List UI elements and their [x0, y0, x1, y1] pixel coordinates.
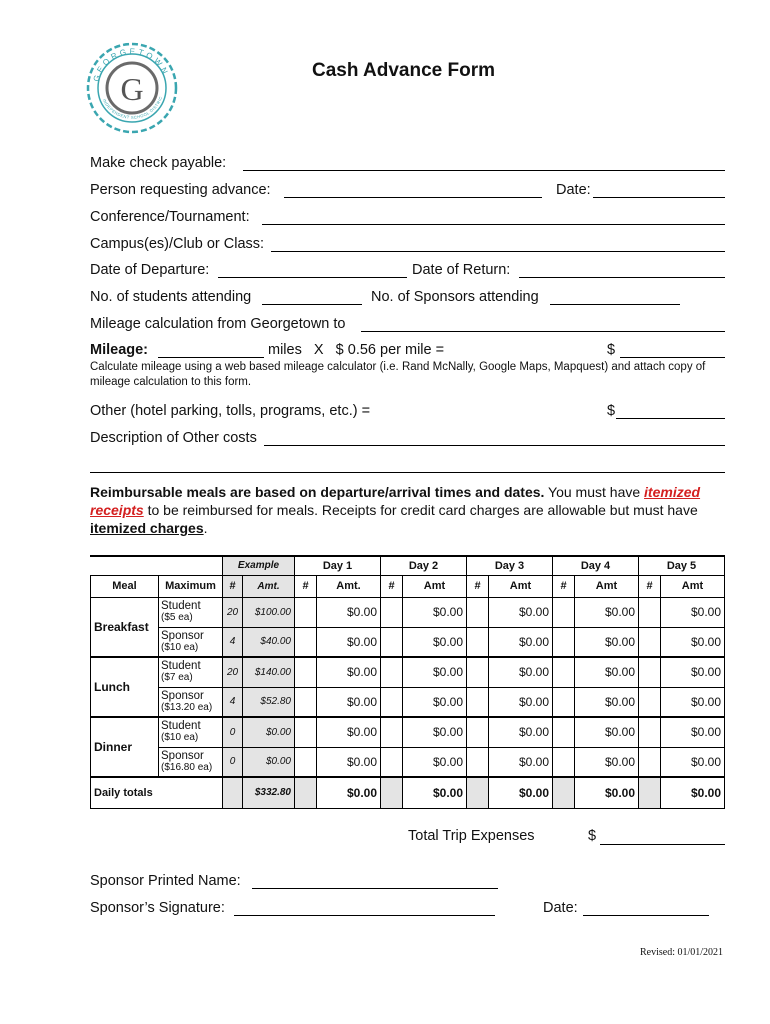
- day-total: $0.00: [317, 777, 381, 808]
- meal-type: Student: [161, 660, 201, 673]
- amt-col-header: Amt: [489, 575, 553, 597]
- campus-label: Campus(es)/Club or Class:: [90, 236, 265, 252]
- count-input[interactable]: [639, 687, 661, 717]
- date-field[interactable]: [593, 197, 725, 198]
- destination-field[interactable]: [361, 331, 725, 332]
- georgetown-logo: [84, 40, 180, 136]
- count-col-header: #: [467, 575, 489, 597]
- meal-max: ($10 ea): [161, 641, 199, 653]
- example-count: 4: [223, 687, 243, 717]
- table-row: [91, 687, 725, 717]
- students-label: No. of students attending: [90, 289, 252, 305]
- maximum-cell: [159, 627, 223, 657]
- total-trip-label: Total Trip Expenses: [408, 828, 535, 844]
- day-header: Day 3: [467, 556, 553, 575]
- total-trip-dollar: $: [588, 828, 597, 844]
- blank-header: [91, 556, 223, 575]
- payable-label: Make check payable:: [90, 155, 227, 171]
- example-total-count: [223, 777, 243, 808]
- amt-col-header: Amt: [661, 575, 725, 597]
- count-input[interactable]: [467, 657, 489, 687]
- date-label: Date:: [556, 182, 591, 198]
- meal-max: ($10 ea): [161, 732, 199, 744]
- amt-col-header: Amt.: [317, 575, 381, 597]
- total-count-cell: [295, 777, 317, 808]
- count-input[interactable]: [553, 687, 575, 717]
- count-input[interactable]: [295, 717, 317, 747]
- day-amount: $0.00: [489, 627, 553, 657]
- logo-ring-sub: INDEPENDENT SCHOOL DISTRIC: [101, 95, 164, 120]
- total-count-cell: [381, 777, 403, 808]
- table-row: [91, 657, 725, 687]
- person-label: Person requesting advance:: [90, 182, 271, 198]
- day-amount: $0.00: [317, 747, 381, 777]
- maximum-cell: [159, 747, 223, 777]
- departure-field[interactable]: [218, 277, 407, 278]
- count-input[interactable]: [295, 687, 317, 717]
- example-amount: $140.00: [243, 657, 295, 687]
- day-amount: $0.00: [317, 657, 381, 687]
- page-title: Cash Advance Form: [312, 60, 496, 81]
- mileage-note: Calculate mileage using a web based mileage calculator (i.e. Rand McNally, Google Maps, Mapquest) and attach copy of mileage calculation to this form.: [90, 361, 706, 388]
- day-amount: $0.00: [661, 747, 725, 777]
- meals-note-part2: to be reimbursed for meals. Receipts for credit card charges are allowable but must have: [143, 502, 698, 518]
- meal-name: Dinner: [91, 717, 159, 777]
- logo-letter: G: [120, 71, 144, 107]
- count-input[interactable]: [381, 717, 403, 747]
- day-amount: $0.00: [661, 627, 725, 657]
- example-amount: $52.80: [243, 687, 295, 717]
- person-field[interactable]: [284, 197, 542, 198]
- sponsor-name-field[interactable]: [252, 888, 498, 889]
- day-total: $0.00: [661, 777, 725, 808]
- meal-name: Lunch: [91, 657, 159, 717]
- example-amount: $100.00: [243, 597, 295, 627]
- day-total: $0.00: [403, 777, 467, 808]
- day-amount: $0.00: [661, 597, 725, 627]
- count-input[interactable]: [381, 747, 403, 777]
- meal-type: Student: [161, 720, 201, 733]
- mileage-amount-field[interactable]: [620, 357, 725, 358]
- sponsor-sig-label: Sponsor’s Signature:: [90, 900, 225, 916]
- amt-col-header: Amt.: [243, 575, 295, 597]
- count-col-header: #: [295, 575, 317, 597]
- example-total: $332.80: [243, 777, 295, 808]
- sponsor-name-label: Sponsor Printed Name:: [90, 873, 241, 889]
- day-amount: $0.00: [489, 657, 553, 687]
- count-input[interactable]: [381, 627, 403, 657]
- example-count: 20: [223, 597, 243, 627]
- departure-label: Date of Departure:: [90, 262, 210, 278]
- meals-note-end: .: [203, 520, 208, 536]
- count-input[interactable]: [639, 597, 661, 627]
- meals-note: [90, 483, 730, 537]
- count-input[interactable]: [381, 597, 403, 627]
- total-count-cell: [639, 777, 661, 808]
- meals-note-part1: You must have: [544, 484, 641, 500]
- count-input[interactable]: [295, 627, 317, 657]
- example-header: Example: [223, 556, 295, 575]
- day-amount: $0.00: [575, 747, 639, 777]
- mileage-label: Mileage:: [90, 342, 149, 358]
- day-amount: $0.00: [489, 717, 553, 747]
- conference-label: Conference/Tournament:: [90, 209, 250, 225]
- sponsor-sig-field[interactable]: [234, 915, 495, 916]
- example-count: 20: [223, 657, 243, 687]
- day-amount: $0.00: [317, 597, 381, 627]
- total-trip-field[interactable]: [600, 844, 725, 845]
- meal-max: ($7 ea): [161, 672, 193, 684]
- total-count-cell: [467, 777, 489, 808]
- other-label: Other (hotel parking, tolls, programs, etc.) =: [90, 403, 371, 419]
- meals-table: [90, 555, 725, 809]
- sponsors-label: No. of Sponsors attending: [371, 289, 539, 305]
- day-amount: $0.00: [575, 687, 639, 717]
- day-amount: $0.00: [403, 627, 467, 657]
- mileage-calc-label: Mileage calculation from Georgetown to: [90, 316, 346, 332]
- count-input[interactable]: [467, 687, 489, 717]
- meal-col-header: Meal: [91, 575, 159, 597]
- count-input[interactable]: [639, 717, 661, 747]
- description-field-2[interactable]: [90, 472, 725, 473]
- example-amount: $40.00: [243, 627, 295, 657]
- day-amount: $0.00: [575, 597, 639, 627]
- maximum-cell: [159, 717, 223, 747]
- amt-col-header: Amt: [403, 575, 467, 597]
- rate-label: miles X $ 0.56 per mile =: [268, 342, 445, 358]
- day-header: Day 4: [553, 556, 639, 575]
- day-amount: $0.00: [661, 657, 725, 687]
- example-count: 0: [223, 717, 243, 747]
- daily-totals-label: Daily totals: [91, 777, 223, 808]
- daily-totals-row: [91, 777, 725, 808]
- revised-date: Revised: 01/01/2021: [640, 947, 724, 958]
- maximum-cell: [159, 657, 223, 687]
- table-row: [91, 627, 725, 657]
- table-row: [91, 717, 725, 747]
- count-col-header: #: [223, 575, 243, 597]
- max-col-header: Maximum: [159, 575, 223, 597]
- day-amount: $0.00: [403, 717, 467, 747]
- count-input[interactable]: [295, 747, 317, 777]
- count-input[interactable]: [467, 597, 489, 627]
- count-input[interactable]: [381, 687, 403, 717]
- logo-ring-text: GEORGETOWN: [91, 46, 171, 83]
- total-count-cell: [553, 777, 575, 808]
- count-input[interactable]: [467, 717, 489, 747]
- meal-type: Student: [161, 600, 201, 612]
- day-amount: $0.00: [403, 747, 467, 777]
- meal-type: Sponsor: [161, 689, 204, 702]
- count-input[interactable]: [467, 627, 489, 657]
- count-input[interactable]: [295, 657, 317, 687]
- meal-type: Sponsor: [161, 629, 204, 642]
- maximum-cell: [159, 597, 223, 627]
- day-amount: $0.00: [317, 627, 381, 657]
- miles-field[interactable]: [158, 357, 264, 358]
- mileage-dollar: $: [607, 342, 616, 358]
- table-row: [91, 747, 725, 777]
- day-header: Day 5: [639, 556, 725, 575]
- count-input[interactable]: [553, 657, 575, 687]
- description-label: Description of Other costs: [90, 430, 257, 446]
- description-field[interactable]: [264, 445, 725, 446]
- example-count: 4: [223, 627, 243, 657]
- students-field[interactable]: [262, 304, 362, 305]
- count-input[interactable]: [639, 627, 661, 657]
- day-amount: $0.00: [661, 717, 725, 747]
- amt-col-header: Amt: [575, 575, 639, 597]
- count-input[interactable]: [553, 627, 575, 657]
- day-amount: $0.00: [403, 597, 467, 627]
- sponsors-field[interactable]: [550, 304, 680, 305]
- day-amount: $0.00: [489, 687, 553, 717]
- count-input[interactable]: [639, 747, 661, 777]
- count-input[interactable]: [553, 747, 575, 777]
- day-amount: $0.00: [403, 657, 467, 687]
- other-dollar: $: [607, 403, 616, 419]
- count-col-header: #: [381, 575, 403, 597]
- day-amount: $0.00: [403, 687, 467, 717]
- day-amount: $0.00: [317, 687, 381, 717]
- example-amount: $0.00: [243, 717, 295, 747]
- day-amount: $0.00: [575, 717, 639, 747]
- day-total: $0.00: [489, 777, 553, 808]
- table-row: [91, 597, 725, 627]
- day-amount: $0.00: [489, 597, 553, 627]
- maximum-cell: [159, 687, 223, 717]
- meal-type: Sponsor: [161, 749, 204, 762]
- conference-field[interactable]: [262, 224, 725, 225]
- meal-max: ($5 ea): [161, 612, 193, 623]
- other-amount-field[interactable]: [616, 418, 725, 419]
- count-input[interactable]: [295, 597, 317, 627]
- count-input[interactable]: [639, 657, 661, 687]
- return-field[interactable]: [519, 277, 725, 278]
- count-col-header: #: [639, 575, 661, 597]
- payable-field[interactable]: [243, 170, 725, 171]
- example-amount: $0.00: [243, 747, 295, 777]
- campus-field[interactable]: [271, 251, 725, 252]
- day-header: Day 1: [295, 556, 381, 575]
- example-count: 0: [223, 747, 243, 777]
- count-input[interactable]: [553, 597, 575, 627]
- count-input[interactable]: [467, 747, 489, 777]
- meal-max: ($13.20 ea): [161, 701, 213, 713]
- meal-max: ($16.80 ea): [161, 761, 213, 773]
- day-amount: $0.00: [489, 747, 553, 777]
- return-label: Date of Return:: [412, 262, 511, 278]
- sponsor-date-field[interactable]: [583, 915, 709, 916]
- sponsor-date-label: Date:: [543, 900, 578, 916]
- meal-name: Breakfast: [91, 597, 159, 657]
- count-input[interactable]: [381, 657, 403, 687]
- count-input[interactable]: [553, 717, 575, 747]
- day-amount: $0.00: [317, 717, 381, 747]
- itemized-charges: itemized charges: [90, 520, 204, 536]
- itemized-receipts: itemized receipts: [90, 484, 701, 518]
- day-amount: $0.00: [575, 627, 639, 657]
- day-amount: $0.00: [661, 687, 725, 717]
- day-total: $0.00: [575, 777, 639, 808]
- count-col-header: #: [553, 575, 575, 597]
- meals-note-bold: Reimbursable meals are based on departure/arrival times and dates.: [90, 484, 545, 500]
- day-amount: $0.00: [575, 657, 639, 687]
- day-header: Day 2: [381, 556, 467, 575]
